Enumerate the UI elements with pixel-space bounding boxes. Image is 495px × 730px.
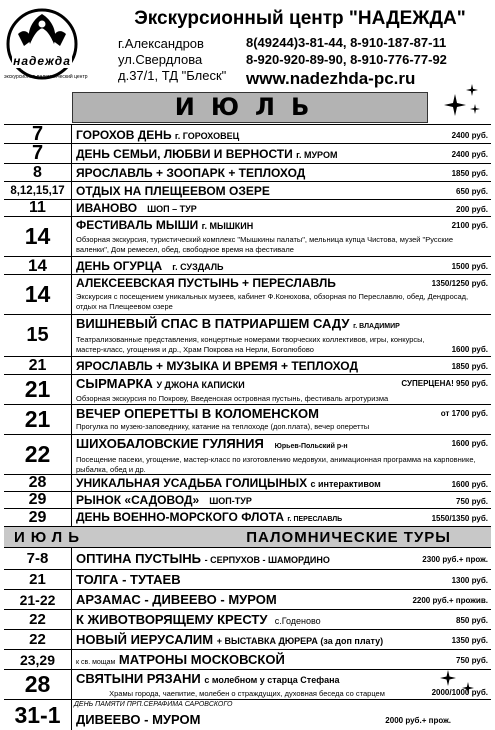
pilgrim-description: Храмы города, чаепитие, молебен о страждущих, духовная беседа со старцем xyxy=(109,689,385,698)
pilgrim-note: ДЕНЬ ПАМЯТИ ПРП.СЕРАФИМА САРОВСКОГО xyxy=(74,701,233,708)
tour-row xyxy=(4,144,491,164)
pilgrim-section-header xyxy=(4,526,491,548)
section-month: ИЮЛЬ xyxy=(14,528,85,546)
tour-date: 14 xyxy=(4,275,72,314)
tour-price: от 1700 руб. xyxy=(440,409,488,418)
pilgrim-title: СВЯТЫНИ РЯЗАНИ xyxy=(76,671,201,686)
tour-title: УНИКАЛЬНАЯ УСАДЬБА ГОЛИЦЫНЫХ xyxy=(76,476,308,490)
tour-info xyxy=(72,509,491,526)
tour-title: ДЕНЬ ОГУРЦА xyxy=(76,259,163,273)
sparkle-icon xyxy=(466,84,478,96)
pilgrim-row xyxy=(4,670,491,700)
tour-row xyxy=(4,492,491,509)
tour-row xyxy=(4,257,491,275)
pilgrim-info xyxy=(72,630,491,649)
tour-row xyxy=(4,375,491,405)
tour-subtitle: ШОП-ТУР xyxy=(209,496,252,506)
tour-subtitle: г. ПЕРЕСЛАВЛЬ xyxy=(287,516,343,523)
pilgrim-row xyxy=(4,650,491,670)
tour-row xyxy=(4,509,491,526)
tour-info xyxy=(72,315,491,356)
pilgrim-price: 1350 руб. xyxy=(451,636,488,645)
pilgrim-prefix: к св. мощам xyxy=(76,659,116,666)
website: www.nadezhda-pc.ru xyxy=(246,69,416,88)
pilgrim-row xyxy=(4,630,491,650)
pilgrim-info xyxy=(72,650,491,669)
pilgrim-row xyxy=(4,590,491,610)
tour-price: 1850 руб. xyxy=(451,362,488,371)
pilgrim-title: АРЗАМАС - ДИВЕЕВО - МУРОМ xyxy=(76,592,277,607)
tour-title: ФЕСТИВАЛЬ МЫШИ xyxy=(76,218,199,232)
tour-title: АЛЕКСЕЕВСКАЯ ПУСТЫНЬ + ПЕРЕСЛАВЛЬ xyxy=(76,276,336,290)
phone-line: 8-920-920-89-90, 8-910-776-77-92 xyxy=(246,52,447,67)
logo-subtitle: экскурсионно-паломнический центр xyxy=(4,74,88,80)
tour-price: 1600 руб. xyxy=(451,345,488,354)
pilgrim-date: 28 xyxy=(4,670,72,699)
tour-date: 21 xyxy=(4,357,72,374)
tour-price: 650 руб. xyxy=(456,187,488,196)
tour-title: ОТДЫХ НА ПЛЕЩЕЕВОМ ОЗЕРЕ xyxy=(76,184,270,198)
address-line: д.37/1, ТД "Блеск" xyxy=(118,68,227,83)
pilgrim-info xyxy=(72,570,491,589)
pilgrim-price: 2200 руб.+ прожив. xyxy=(412,596,488,605)
tour-title: ДЕНЬ ВОЕННО-МОРСКОГО ФЛОТА xyxy=(76,510,284,524)
pilgrim-info xyxy=(72,670,491,699)
tour-price: 200 руб. xyxy=(456,205,488,214)
pilgrim-subtitle: с молебном у старца Стефана xyxy=(204,675,340,685)
tour-list xyxy=(4,124,491,730)
tour-info xyxy=(72,125,491,143)
pilgrim-info xyxy=(72,700,491,730)
pilgrim-row xyxy=(4,570,491,590)
tour-date: 14 xyxy=(4,217,72,256)
pilgrim-info xyxy=(72,590,491,609)
tour-price: 1600 руб. xyxy=(451,480,488,489)
pilgrim-title: К ЖИВОТВОРЯЩЕМУ КРЕСТУ xyxy=(76,612,268,627)
tour-info xyxy=(72,475,491,491)
tour-price: 1600 руб. xyxy=(451,439,488,448)
tour-description: Обзорная экскурсия по Покрову, Введенская островная пустынь, фестиваль агротуризма xyxy=(76,394,389,403)
pilgrim-price: 750 руб. xyxy=(456,656,488,665)
pilgrim-price: 2000/1000 руб. xyxy=(431,688,488,697)
tour-row xyxy=(4,405,491,435)
tour-row xyxy=(4,475,491,492)
tour-title: ИВАНОВО xyxy=(76,201,138,215)
pilgrim-row xyxy=(4,548,491,570)
tour-info xyxy=(72,217,491,256)
tour-info xyxy=(72,405,491,434)
tour-date: 11 xyxy=(4,200,72,216)
tour-date: 7 xyxy=(4,144,72,163)
phones xyxy=(246,34,447,68)
address-line: ул.Свердлова xyxy=(118,52,203,67)
tour-row xyxy=(4,315,491,357)
tour-subtitle: У ДЖОНА КАПИСКИ xyxy=(156,380,245,390)
pilgrim-subtitle: с.Годеново xyxy=(274,616,321,626)
pilgrim-row xyxy=(4,610,491,630)
tour-subtitle: г. МУРОМ xyxy=(296,150,338,160)
sparkle-icon xyxy=(444,94,466,116)
tour-row xyxy=(4,275,491,315)
tour-date: 29 xyxy=(4,509,72,526)
org-name: Экскурсионный центр "НАДЕЖДА" xyxy=(134,8,466,29)
pilgrim-title: ОПТИНА ПУСТЫНЬ xyxy=(76,551,202,566)
phone-line: 8(49244)3-81-44, 8-910-187-87-11 xyxy=(246,35,447,50)
tour-price: 2400 руб. xyxy=(451,150,488,159)
tour-info xyxy=(72,492,491,508)
tour-info xyxy=(72,182,491,199)
tour-date: 21 xyxy=(4,375,72,404)
tour-row xyxy=(4,164,491,182)
tour-subtitle: г. ГОРОХОВЕЦ xyxy=(174,131,240,141)
address-line: г.Александров xyxy=(118,36,204,51)
tour-date: 22 xyxy=(4,435,72,474)
tour-subtitle: г. МЫШКИН xyxy=(201,221,254,231)
tour-info xyxy=(72,164,491,181)
logo-text: надежда xyxy=(13,54,71,68)
pilgrim-title: НОВЫЙ ИЕРУСАЛИМ xyxy=(76,632,214,647)
pilgrim-title: МАТРОНЫ МОСКОВСКОЙ xyxy=(118,652,285,667)
pilgrim-subtitle: - СЕРПУХОВ - ШАМОРДИНО xyxy=(204,555,330,565)
pilgrim-info xyxy=(72,548,491,569)
tour-date: 8,12,15,17 xyxy=(4,182,72,199)
tour-info xyxy=(72,275,491,314)
tour-description: Экскурсия с посещением уникальных музеев, кабинет Ф.Конюхова, обзорная по Переславлю, обед, Дендросад, отдых на Плещеевом озере xyxy=(76,292,469,311)
tour-info xyxy=(72,435,491,474)
pilgrim-price: 1300 руб. xyxy=(451,576,488,585)
pilgrim-date: 21 xyxy=(4,570,72,589)
tour-date: 14 xyxy=(4,257,72,274)
pilgrim-price: 2000 руб.+ прож. xyxy=(385,716,451,725)
tour-date: 21 xyxy=(4,405,72,434)
pilgrim-price: 850 руб. xyxy=(456,616,488,625)
tour-subtitle: Юрьев-Польский р-н xyxy=(274,443,348,450)
tour-date: 15 xyxy=(4,315,72,356)
tour-price: 1550/1350 руб. xyxy=(431,514,488,523)
tour-info xyxy=(72,257,491,274)
tour-description: Театрализованные представления, концертные номерами творческих коллективов, игры, конкурсы, мастер-класс, угощения и др., Храм Покрова на Нерли, Боголюбово xyxy=(76,335,425,354)
tour-row xyxy=(4,124,491,144)
pilgrim-info xyxy=(72,610,491,629)
pilgrim-date: 22 xyxy=(4,630,72,649)
tour-date: 28 xyxy=(4,475,72,491)
pilgrim-subtitle: + ВЫСТАВКА ДЮРЕРА (за доп плату) xyxy=(216,636,384,646)
tour-price: СУПЕРЦЕНА! 950 руб. xyxy=(401,379,488,388)
tour-info xyxy=(72,144,491,163)
tour-row xyxy=(4,435,491,475)
tour-price: 1500 руб. xyxy=(451,262,488,271)
tour-subtitle: г. ВЛАДИМИР xyxy=(353,323,400,330)
tour-info xyxy=(72,200,491,216)
month-title: ИЮЛЬ xyxy=(72,92,428,123)
tour-price: 2100 руб. xyxy=(451,221,488,230)
tour-title: РЫНОК «САДОВОД» xyxy=(76,493,200,507)
pilgrim-title: ТОЛГА - ТУТАЕВ xyxy=(76,572,181,587)
tour-title: ШИХОБАЛОВСКИЕ ГУЛЯНИЯ xyxy=(76,436,264,451)
tour-price: 750 руб. xyxy=(456,497,488,506)
pilgrim-date: 23,29 xyxy=(4,650,72,669)
tour-date: 7 xyxy=(4,125,72,143)
sparkle-icon xyxy=(470,104,480,114)
section-title: ПАЛОМНИЧЕСКИЕ ТУРЫ xyxy=(246,528,451,546)
tour-row xyxy=(4,200,491,217)
tour-subtitle: г. СУЗДАЛЬ xyxy=(172,262,224,272)
tour-price: 1850 руб. xyxy=(451,169,488,178)
tour-info xyxy=(72,357,491,374)
pilgrim-row xyxy=(4,700,491,730)
tour-date: 29 xyxy=(4,492,72,508)
tour-title: ЯРОСЛАВЛЬ + ЗООПАРК + ТЕПЛОХОД xyxy=(76,166,306,180)
tour-description: Обзорная экскурсия, туристический комплекс "Мышкины палаты", мельница купца Чистова, музей "Русские валенки", Дом ремесел, обед, свободное время на фестивале xyxy=(76,235,454,254)
tour-subtitle: с интерактивом xyxy=(310,479,381,489)
tour-title: ВИШНЕВЫЙ СПАС В ПАТРИАРШЕМ САДУ xyxy=(76,316,350,331)
tour-info xyxy=(72,375,491,404)
tour-row xyxy=(4,182,491,200)
tour-row xyxy=(4,357,491,375)
pilgrim-title: ДИВЕЕВО - МУРОМ xyxy=(76,712,201,727)
tour-title: ВЕЧЕР ОПЕРЕТТЫ В КОЛОМЕНСКОМ xyxy=(76,406,319,421)
pilgrim-date: 21-22 xyxy=(4,590,72,609)
tour-subtitle: ШОП – ТУР xyxy=(147,204,197,214)
pilgrim-date: 7-8 xyxy=(4,548,72,569)
pilgrim-price: 2300 руб.+ прож. xyxy=(422,555,488,564)
tour-title: ГОРОХОВ ДЕНЬ xyxy=(76,128,172,142)
tour-title: ДЕНЬ СЕМЬИ, ЛЮБВИ И ВЕРНОСТИ xyxy=(76,147,293,161)
tour-date: 8 xyxy=(4,164,72,181)
logo xyxy=(4,4,106,88)
pilgrim-date: 31-1 xyxy=(4,700,72,730)
tour-description: Посещение пасеки, угощение, мастер-класс по изготовлению медовухи, анимационная программа на карповнике, рыбалка, обед и др. xyxy=(76,455,476,474)
tour-title: СЫРМАРКА xyxy=(76,376,153,391)
pilgrim-date: 22 xyxy=(4,610,72,629)
tour-row xyxy=(4,217,491,257)
tour-price: 1350/1250 руб. xyxy=(431,279,488,288)
tour-description: Прогулка по музею-заповеднику, катание на теплоходе (доп.плата), вечер оперетты xyxy=(76,422,370,431)
tour-title: ЯРОСЛАВЛЬ + МУЗЫКА И ВРЕМЯ + ТЕПЛОХОД xyxy=(76,359,358,373)
tour-price: 2400 руб. xyxy=(451,131,488,140)
address xyxy=(118,36,226,84)
